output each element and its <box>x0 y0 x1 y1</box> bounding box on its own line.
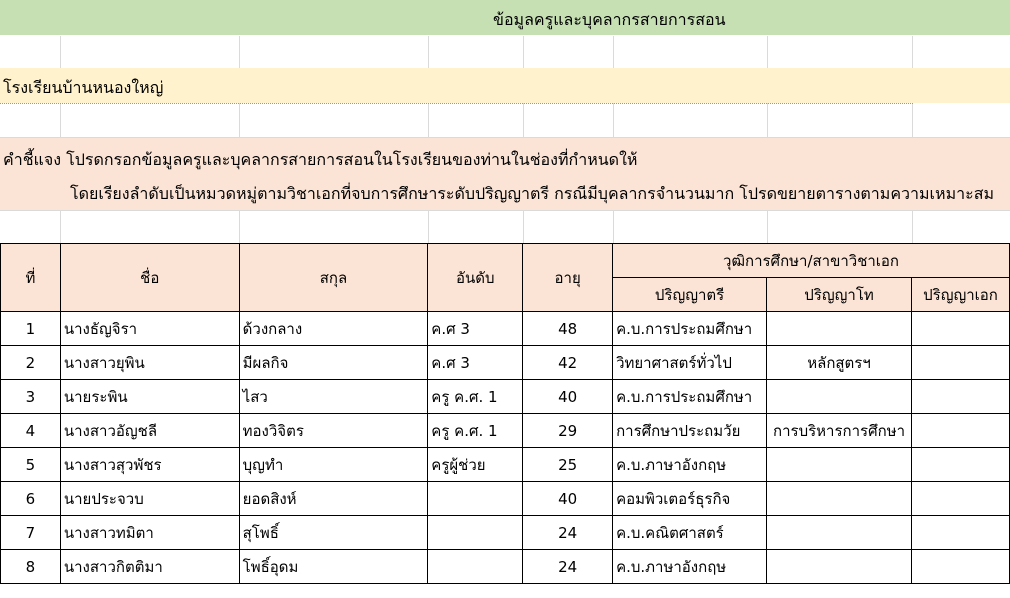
cell-name[interactable]: นายระพิน <box>60 380 239 414</box>
cell-master[interactable] <box>767 380 912 414</box>
cell-master[interactable] <box>767 550 912 584</box>
cell-master[interactable] <box>767 516 912 550</box>
header-education[interactable]: วุฒิการศึกษา/สาขาวิชาเอก <box>613 244 1010 278</box>
cell-doctorate[interactable] <box>912 380 1010 414</box>
cell-surname[interactable]: บุญทำ <box>239 448 428 482</box>
school-name: โรงเรียนบ้านหนองใหญ่ <box>3 78 164 97</box>
cell-bachelor[interactable]: ค.บ.ภาษาอังกฤษ <box>613 448 767 482</box>
cell-rank[interactable] <box>428 516 523 550</box>
cell-surname[interactable]: ยอดสิงห์ <box>239 482 428 516</box>
cell-bachelor[interactable]: การศึกษาประถมวัย <box>613 414 767 448</box>
cell-surname[interactable]: โพธิ์อุดม <box>239 550 428 584</box>
cell-rank[interactable]: ครู ค.ศ. 1 <box>428 414 523 448</box>
cell-master[interactable]: การบริหารการศึกษา <box>767 414 912 448</box>
cell-rank[interactable]: ค.ศ 3 <box>428 312 523 346</box>
cell-rank[interactable]: ครู ค.ศ. 1 <box>428 380 523 414</box>
table-row <box>1 482 1010 516</box>
table-row <box>1 346 1010 380</box>
cell-age[interactable]: 24 <box>523 516 613 550</box>
cell-no[interactable]: 4 <box>1 414 61 448</box>
cell-name[interactable]: นางสาวอัญชลี <box>60 414 239 448</box>
cell-no[interactable]: 8 <box>1 550 61 584</box>
cell-doctorate[interactable] <box>912 448 1010 482</box>
cell-doctorate[interactable] <box>912 414 1010 448</box>
cell-surname[interactable]: ไสว <box>239 380 428 414</box>
header-master[interactable]: ปริญญาโท <box>767 278 912 312</box>
cell-surname[interactable]: สุโพธิ์ <box>239 516 428 550</box>
cell-no[interactable]: 5 <box>1 448 61 482</box>
table-row <box>1 516 1010 550</box>
table-row <box>1 414 1010 448</box>
cell-bachelor[interactable]: ค.บ.คณิตศาสตร์ <box>613 516 767 550</box>
cell-rank[interactable]: ครูผู้ช่วย <box>428 448 523 482</box>
cell-age[interactable]: 48 <box>523 312 613 346</box>
cell-name[interactable]: นางสาวกิตติมา <box>60 550 239 584</box>
instruction-line-2: โดยเรียงลำดับเป็นหมวดหมู่ตามวิชาเอกที่จบการศึกษาระดับปริญญาตรี กรณีมีบุคลากรจำนวนมาก โปรดขยายตารางตามความเหมาะสม <box>70 184 994 203</box>
cell-bachelor[interactable]: คอมพิวเตอร์ธุรกิจ <box>613 482 767 516</box>
header-name[interactable]: ชื่อ <box>60 244 239 312</box>
cell-bachelor[interactable]: ค.บ.การประถมศึกษา <box>613 380 767 414</box>
cell-no[interactable]: 3 <box>1 380 61 414</box>
cell-name[interactable]: นางสาวทมิตา <box>60 516 239 550</box>
cell-name[interactable]: นายประจวบ <box>60 482 239 516</box>
table-row <box>1 448 1010 482</box>
cell-bachelor[interactable]: วิทยาศาสตร์ทั่วไป <box>613 346 767 380</box>
cell-master[interactable]: หลักสูตรฯ <box>767 346 912 380</box>
cell-master[interactable] <box>767 448 912 482</box>
cell-age[interactable]: 42 <box>523 346 613 380</box>
cell-bachelor[interactable]: ค.บ.การประถมศึกษา <box>613 312 767 346</box>
cell-no[interactable]: 2 <box>1 346 61 380</box>
cell-age[interactable]: 24 <box>523 550 613 584</box>
cell-rank[interactable] <box>428 550 523 584</box>
cell-name[interactable]: นางสาวสุวพัชร <box>60 448 239 482</box>
header-bachelor[interactable]: ปริญญาตรี <box>613 278 767 312</box>
staff-table <box>0 243 1010 584</box>
instruction-line-1: คำชี้แจง โปรดกรอกข้อมูลครูและบุคลากรสายการสอนในโรงเรียนของท่านในช่องที่กำหนดให้ <box>3 150 638 169</box>
cell-doctorate[interactable] <box>912 482 1010 516</box>
cell-rank[interactable]: ค.ศ 3 <box>428 346 523 380</box>
cell-surname[interactable]: ด้วงกลาง <box>239 312 428 346</box>
cell-name[interactable]: นางสาวยุพิน <box>60 346 239 380</box>
header-no[interactable]: ที่ <box>1 244 61 312</box>
grid-line <box>0 210 1010 211</box>
cell-name[interactable]: นางธัญจิรา <box>60 312 239 346</box>
table-row <box>1 312 1010 346</box>
cell-doctorate[interactable] <box>912 312 1010 346</box>
header-rank[interactable]: อันดับ <box>428 244 523 312</box>
cell-no[interactable]: 1 <box>1 312 61 346</box>
cell-age[interactable]: 25 <box>523 448 613 482</box>
cell-no[interactable]: 6 <box>1 482 61 516</box>
header-doctorate[interactable]: ปริญญาเอก <box>912 278 1010 312</box>
cell-rank[interactable] <box>428 482 523 516</box>
table-row <box>1 550 1010 584</box>
cell-doctorate[interactable] <box>912 516 1010 550</box>
cell-doctorate[interactable] <box>912 346 1010 380</box>
table-row <box>1 380 1010 414</box>
sheet-title: ข้อมูลครูและบุคลากรสายการสอน <box>493 10 726 29</box>
cell-age[interactable]: 40 <box>523 482 613 516</box>
cell-age[interactable]: 29 <box>523 414 613 448</box>
cell-doctorate[interactable] <box>912 550 1010 584</box>
header-age[interactable]: อายุ <box>523 244 613 312</box>
cell-surname[interactable]: ทองวิจิตร <box>239 414 428 448</box>
cell-surname[interactable]: มีผลกิจ <box>239 346 428 380</box>
cell-no[interactable]: 7 <box>1 516 61 550</box>
cell-bachelor[interactable]: ค.บ.ภาษาอังกฤษ <box>613 550 767 584</box>
cell-age[interactable]: 40 <box>523 380 613 414</box>
header-surname[interactable]: สกุล <box>239 244 428 312</box>
school-underline <box>0 103 913 104</box>
cell-master[interactable] <box>767 312 912 346</box>
cell-master[interactable] <box>767 482 912 516</box>
